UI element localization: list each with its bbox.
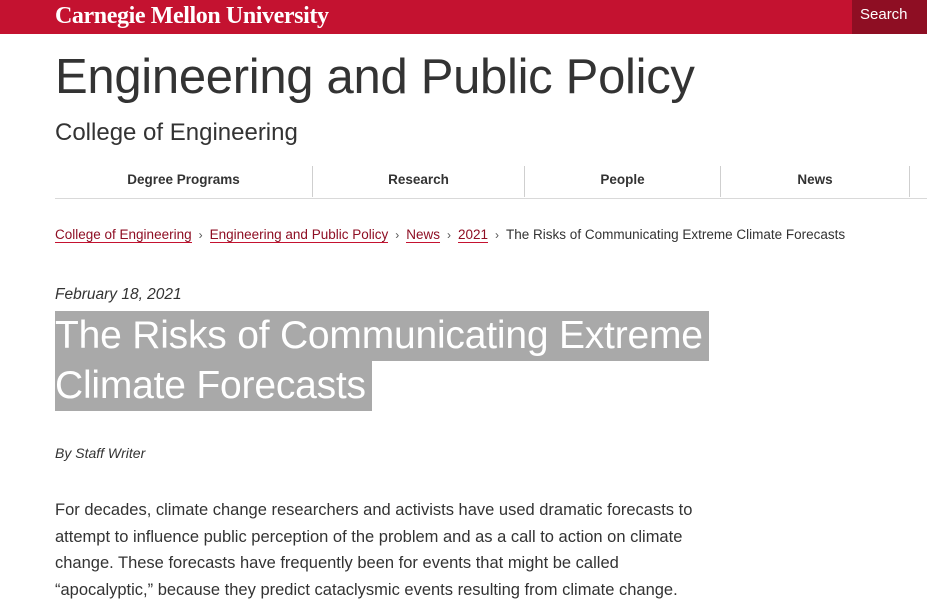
breadcrumb-separator: › bbox=[447, 228, 451, 242]
article-title-line: The Risks of Communicating Extreme bbox=[55, 311, 709, 361]
university-logo[interactable]: Carnegie Mellon University bbox=[55, 3, 329, 29]
article-byline: By Staff Writer bbox=[55, 445, 146, 461]
nav-divider bbox=[909, 166, 910, 197]
main-nav bbox=[55, 166, 927, 199]
article-date: February 18, 2021 bbox=[55, 286, 182, 303]
nav-item-research[interactable]: Research bbox=[388, 172, 449, 187]
nav-item-people[interactable]: People bbox=[600, 172, 645, 187]
article-title bbox=[55, 311, 709, 411]
breadcrumb-separator: › bbox=[495, 228, 500, 242]
breadcrumb-year-link[interactable]: 2021 bbox=[458, 227, 489, 242]
article-title-line: Climate Forecasts bbox=[55, 361, 372, 411]
breadcrumb-department-link[interactable]: Engineering and Public Policy bbox=[209, 227, 389, 242]
breadcrumb-current: The Risks of Communicating Extreme Climate Forecasts bbox=[506, 227, 846, 242]
top-bar bbox=[0, 0, 927, 34]
nav-item-news[interactable]: News bbox=[797, 172, 833, 187]
article-paragraph: For decades, climate change researchers and activists have used dramatic forecasts to attempt to influence public perception of the problem and as a call to action on climate change. These forecasts have frequently been for events that might be called “apocalyptic,” because they predict cataclysmic events resulting from climate change. bbox=[55, 501, 693, 599]
site-title[interactable]: Engineering and Public Policy bbox=[55, 50, 695, 104]
breadcrumb-separator: › bbox=[395, 228, 400, 242]
breadcrumb-news-link[interactable]: News bbox=[406, 227, 440, 242]
breadcrumb bbox=[55, 226, 845, 246]
search-button[interactable]: Search bbox=[852, 0, 927, 34]
breadcrumb-separator: › bbox=[198, 228, 203, 242]
nav-item-degree-programs[interactable]: Degree Programs bbox=[127, 172, 240, 187]
college-name[interactable]: College of Engineering bbox=[55, 119, 298, 146]
breadcrumb-college-link[interactable]: College of Engineering bbox=[55, 227, 192, 242]
